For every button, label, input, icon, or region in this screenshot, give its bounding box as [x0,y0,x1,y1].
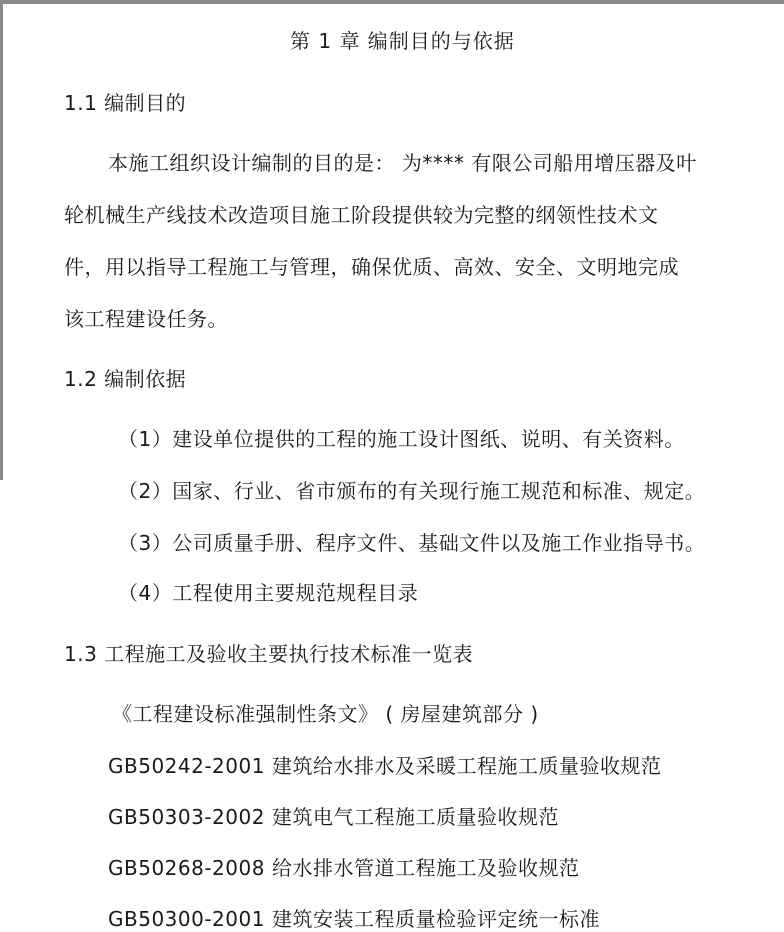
section-1-1-heading: 1.1 编制目的 [64,91,187,115]
paragraph-line: 件，用以指导工程施工与管理，确保优质、高效、安全、文明地完成 [64,255,679,279]
standard-name: 建筑电气工程施工质量验收规范 [272,805,559,829]
paragraph-line: 该工程建设任务。 [64,307,228,331]
standard-row [108,855,580,881]
standard-row [108,804,559,830]
standard-code: GB50268-2008 [108,856,265,880]
section-1-3-heading: 1.3 工程施工及验收主要执行技术标准一览表 [64,642,474,666]
basis-list-item: （3）公司质量手册、程序文件、基础文件以及施工作业指导书。 [118,531,706,555]
standard-row [108,906,600,932]
section-1-2-heading: 1.2 编制依据 [64,367,187,391]
basis-list-item: （4）工程使用主要规范规程目录 [118,581,419,605]
basis-list-item: （2）国家、行业、省市颁布的有关现行施工规范和标准、规定。 [118,479,706,503]
standard-row [108,753,662,779]
basis-list-item: （1）建设单位提供的工程的施工设计图纸、说明、有关资料。 [118,427,685,451]
standard-name: 建筑给水排水及采暖工程施工质量验收规范 [272,754,662,778]
paragraph-line: 轮机械生产线技术改造项目施工阶段提供较为完整的纲领性技术文 [64,203,659,227]
standard-code: GB50300-2001 [108,907,265,931]
standard-code: GB50303-2002 [108,805,265,829]
standard-code: GB50242-2001 [108,754,265,778]
paragraph-line: 本施工组织设计编制的目的是： 为**** 有限公司船用增压器及叶 [108,151,697,175]
standards-subtitle: 《工程建设标准强制性条文》 ( 房屋建筑部分 ) [112,702,539,726]
standard-name: 建筑安装工程质量检验评定统一标准 [272,907,600,931]
chapter-title: 第 1 章 编制目的与依据 [290,29,515,53]
standard-name: 给水排水管道工程施工及验收规范 [272,856,580,880]
